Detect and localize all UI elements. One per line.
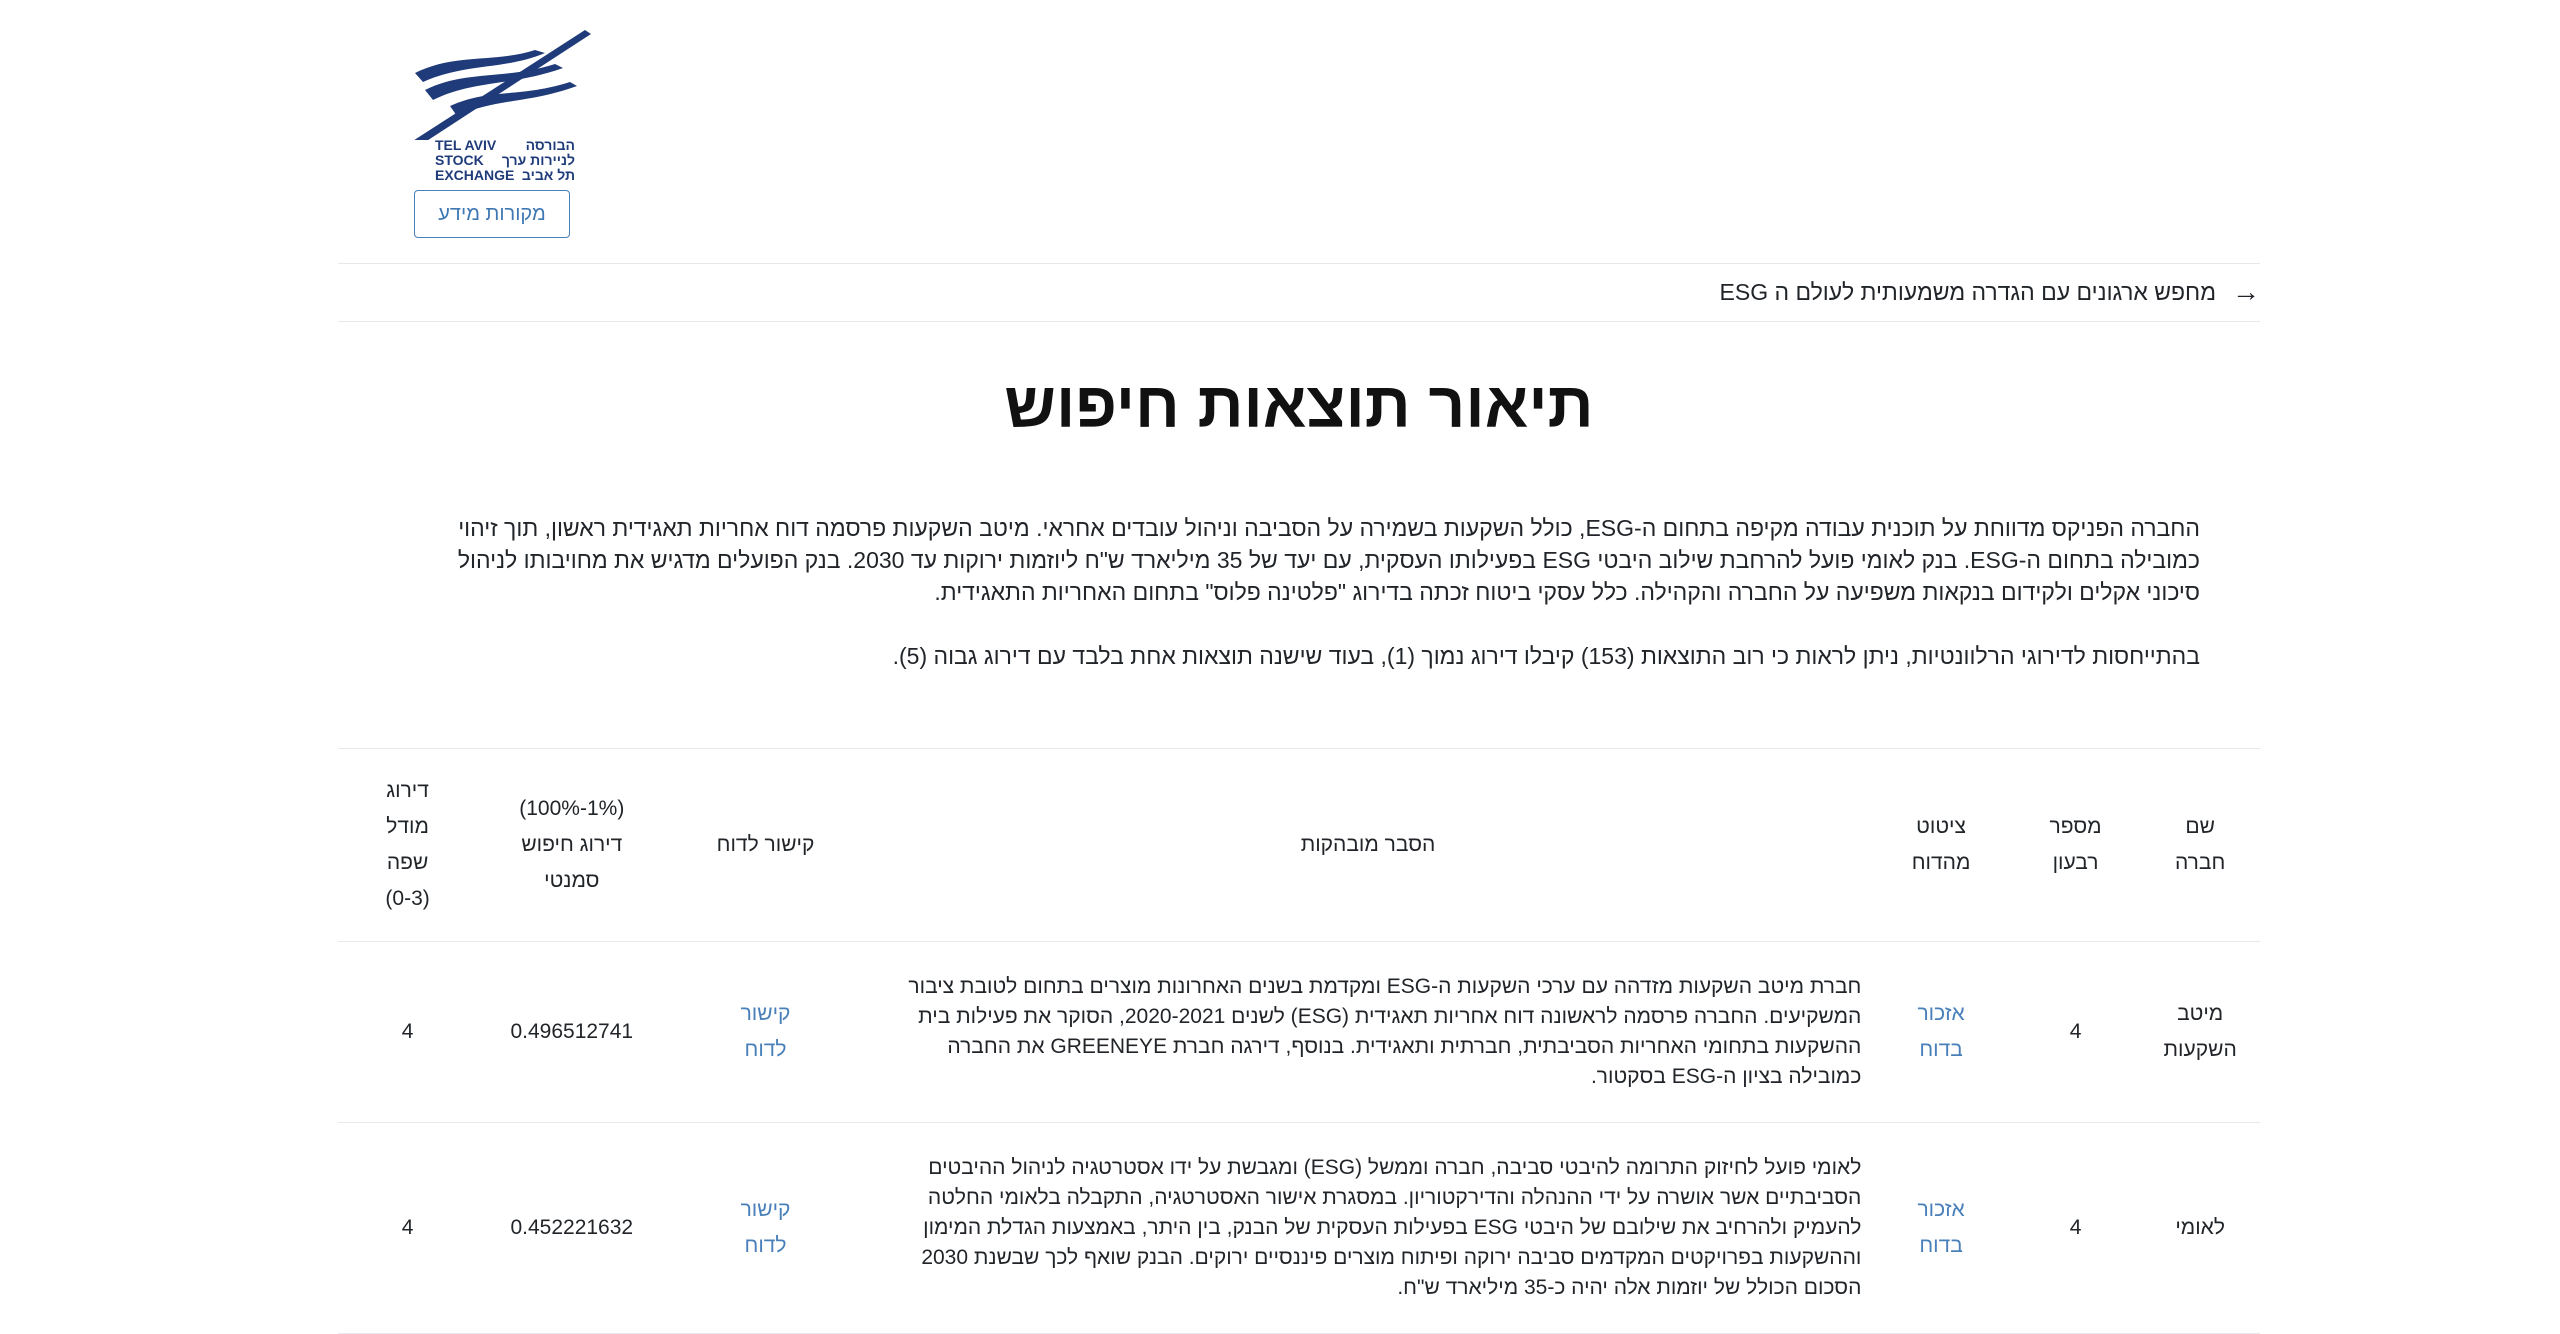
description-paragraph: בהתייחסות לדירוגי הרלוונטיות, ניתן לראות כי רוב התוצאות (153) קיבלו דירוג נמוך (1), בעוד שישנה תוצאות אחת בלבד עם דירוג גבוה (5). <box>892 643 2200 669</box>
cell-quote <box>1871 1123 2010 1334</box>
description-paragraph: החברה הפניקס מדווחת על תוכנית עבודה מקיפה בתחום ה-ESG, כולל השקעות בשמירה על הסביבה וניהול עובדים אחראי. מיטב השקעות פרסמה דוח אחריות תאגידית ראשון, תוך זיהוי כמובילה בתחום ה-ESG. בנק לאומי פועל להרחבת שילוב היבטי ESG בפעילותו העסקית, עם יעד של 35 מיליארד ש"ח ליוזמות ירוקות עד 2030. בנק הפועלים מדגיש את מחויבותו לניהול סיכוני אקלים ולקידום בנקאות משפיעה על החברה והקהילה. כלל עסקי ביטוח זכתה בדירוג "פלטינה פלוס" בתחום האחריות התאגידית. <box>457 515 2200 605</box>
cell-company: מיטב השקעות <box>2140 942 2260 1123</box>
results-table <box>338 748 2260 1334</box>
logo-he-line: תל אביב <box>521 167 575 183</box>
search-query-text: מחפש ארגונים עם הגדרה משמעותית לעולם ה ESG <box>1719 278 2216 305</box>
cell-report-link <box>666 942 864 1123</box>
results-description <box>420 512 2200 704</box>
logo-en-line: TEL AVIV <box>435 137 497 153</box>
divider <box>338 321 2260 322</box>
sources-button[interactable]: מקורות מידע <box>414 190 570 238</box>
cell-report-link <box>666 1123 864 1334</box>
header-semantic-score: (1%-100%) דירוג חיפוש סמנטי <box>477 749 666 942</box>
table-row <box>338 1123 2260 1334</box>
header-quarter: מספר רבעון <box>2011 749 2141 942</box>
report-link[interactable]: קישור לדוח <box>740 1198 791 1257</box>
page-title: תיאור תוצאות חיפוש <box>1004 369 1594 441</box>
cell-explanation: לאומי פועל לחיזוק התרומה להיבטי סביבה, חברה וממשל (ESG) ומגבשת על ידו אסטרטגיה לניהול ההיבטים הסביבתיים אשר אושרה על ידי ההנהלה והדירקטוריון. במסגרת אישור האסטרטגיה, התקבלה בלאומי החלטה להעמיק ולהרחיב את שילובם של היבטי ESG בפעילות העסקית של הבנק, בין היתר, באמצעות הגדלת המימון וההשקעות בפרויקטים המקדמים סביבה ירוקה ופיתוח מוצרים פיננסיים ירוקים. הבנק שואף לכך שבשנת 2030 הסכום הכולל של יוזמות אלה יהיה כ-35 מיליארד ש"ח. <box>865 1123 1872 1334</box>
cell-model-score: 4 <box>338 942 477 1123</box>
quote-link[interactable]: אזכור בדוח <box>1917 1198 1965 1257</box>
logo-en-line: EXCHANGE <box>435 167 515 183</box>
quote-link[interactable]: אזכור בדוח <box>1917 1002 1965 1061</box>
logo-en-line: STOCK <box>435 152 484 168</box>
header-report-link: קישור לדוח <box>666 749 864 942</box>
header-quote: ציטוט מהדוח <box>1871 749 2010 942</box>
header-explanation: הסבר מובהקות <box>865 749 1872 942</box>
logo-he-line: הבורסה <box>525 137 575 153</box>
header-model-score: דירוג מודל שפה (0-3) <box>338 749 477 942</box>
search-query-bar[interactable] <box>338 264 2260 320</box>
header-company: שם חברה <box>2140 749 2260 942</box>
cell-quote <box>1871 942 2010 1123</box>
cell-semantic-score: 0.452221632 <box>477 1123 666 1334</box>
report-link[interactable]: קישור לדוח <box>740 1002 791 1061</box>
cell-company: לאומי <box>2140 1123 2260 1334</box>
table-row <box>338 942 2260 1123</box>
arrow-right-icon[interactable]: → <box>2232 276 2260 307</box>
logo-text <box>435 138 575 183</box>
tase-logo-icon <box>395 28 595 140</box>
cell-model-score: 4 <box>338 1123 477 1334</box>
tase-logo[interactable] <box>395 28 595 188</box>
table-header-row <box>338 749 2260 942</box>
cell-semantic-score: 0.496512741 <box>477 942 666 1123</box>
cell-explanation: חברת מיטב השקעות מזדהה עם ערכי השקעות ה-ESG ומקדמת בשנים האחרונות מוצרים בתחום לטובת ציבור המשקיעים. החברה פרסמה לראשונה דוח אחריות תאגידית (ESG) לשנים 2020-2021, הסוקר את פעילות בית ההשקעות בתחומי האחריות הסביבתית, חברתית ותאגידית. בנוסף, דירגה חברת GREENEYE את החברה כמובילה בציון ה-ESG בסקטור. <box>865 942 1872 1123</box>
cell-quarter: 4 <box>2011 1123 2141 1334</box>
cell-quarter: 4 <box>2011 942 2141 1123</box>
logo-he-line: לניירות ערך <box>501 152 575 168</box>
